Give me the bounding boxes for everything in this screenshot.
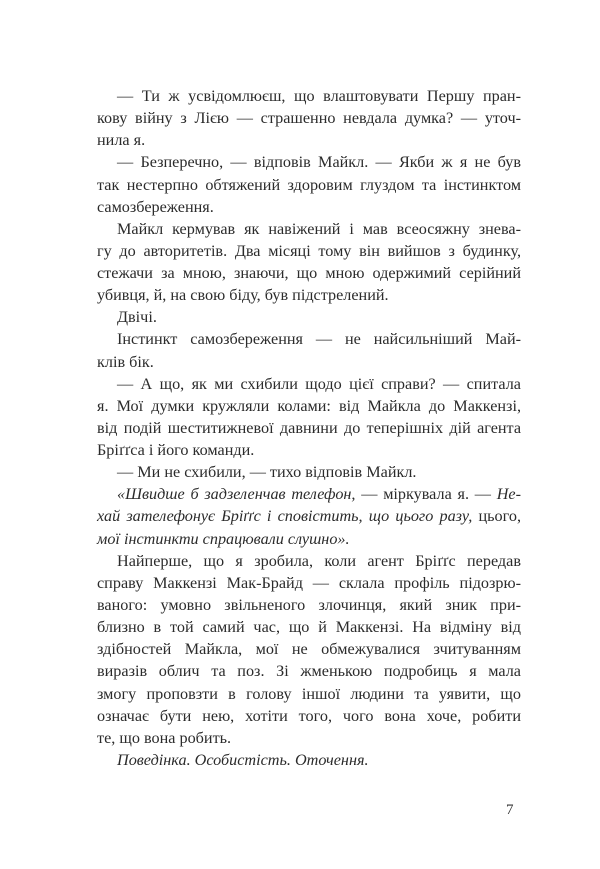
text-segment: змогу проповзти в голову іншої людини та уявити, що [97, 684, 521, 703]
text-segment: від подій шеститижневої давнини до теперішніх дій агента [97, 418, 521, 437]
text-segment: так нестерпно обтяжений здоровим глуздом та інстинктом [97, 175, 521, 194]
text-segment: Найперше, що я зробила, коли агент Бріґґс передав [117, 551, 521, 570]
italic-text: хай зателефонує Бріґґс і сповістить, що цього разу, [97, 507, 473, 526]
text-line [117, 484, 521, 504]
text-line [97, 175, 521, 195]
text-segment: Двічі. [117, 308, 157, 327]
text-segment: клів бік. [97, 352, 154, 371]
text-line [97, 263, 521, 283]
text-segment: Майкл кермував як навіжений і мав всеосяжну знева- [117, 219, 521, 238]
text-line [97, 706, 521, 726]
text-line [97, 130, 521, 150]
text-line [117, 219, 521, 239]
italic-text: Поведінка. Особистість. Оточення. [117, 750, 369, 769]
text-line [97, 108, 521, 128]
text-line [97, 573, 521, 593]
text-line [117, 307, 521, 327]
text-segment: близно в той самий час, що й Маккензі. На відміну від [97, 618, 521, 637]
text-line [97, 506, 521, 526]
text-line [97, 661, 521, 681]
text-line [97, 396, 521, 416]
text-line [97, 285, 521, 305]
text-line [117, 551, 521, 571]
text-line [97, 197, 521, 217]
text-line [117, 374, 521, 394]
text-line [97, 241, 521, 261]
text-line [97, 617, 521, 637]
text-segment: Інстинкт самозбереження — не найсильніший Май- [117, 330, 521, 349]
text-line [117, 750, 521, 770]
text-segment: Бріґґса і його команди. [97, 441, 255, 460]
text-line [117, 152, 521, 172]
text-segment: — А що, як ми схибили щодо цієї справи? — спитала [117, 374, 521, 393]
text-segment: — Ти ж усвідомлюєш, що влаштовувати Першу пран- [117, 87, 521, 105]
italic-text: Не- [496, 485, 521, 504]
text-segment: самозбереження. [97, 197, 214, 216]
text-segment: ваного: умовно звільненого злочинця, який зник при- [97, 595, 521, 614]
text-segment: — міркувала я. — [355, 485, 497, 504]
text-line [97, 529, 521, 549]
text-segment: — Ми не схибили, — тихо відповів Майкл. [117, 463, 417, 482]
text-line [97, 440, 521, 460]
text-segment: справу Маккензі Мак-Брайд — склала профіль підозрю- [97, 573, 521, 592]
text-segment: виразів облич та поз. Зі жменькою подробиць я мала [97, 662, 521, 681]
text-segment: означає бути нею, хотіти того, чого вона хоче, робити [97, 706, 521, 725]
text-segment: цього, [472, 507, 522, 526]
text-line [97, 595, 521, 615]
text-segment: убивця, й, на свою біду, був підстрелений. [97, 286, 389, 305]
page-number: 7 [506, 802, 514, 818]
text-line [117, 462, 521, 482]
text-segment: кову війну з Лією — страшенно невдала думка? — уточ- [97, 109, 521, 128]
text-line [97, 352, 521, 372]
text-segment: я. Мої думки кружляли колами: від Майкла до Маккензі, [97, 396, 521, 415]
text-line [117, 329, 521, 349]
text-segment: здібностей Майкла, мої не обмежувалися зчитуванням [97, 640, 521, 659]
italic-text: мої інстинкти спрацювали слушно». [97, 529, 350, 548]
text-segment: — Безперечно, — відповів Майкл. — Якби ж я не був [117, 153, 521, 172]
italic-text: «Швидше б задзеленчав телефон, [117, 485, 356, 504]
text-segment: стежачи за мною, знаючи, що мною одержимий серійний [97, 264, 521, 283]
text-segment: нила я. [97, 131, 146, 150]
text-line [97, 418, 521, 438]
text-line [97, 684, 521, 704]
text-segment: гу до авторитетів. Два місяці тому він вийшов з будинку, [97, 241, 521, 260]
text-line [97, 728, 521, 748]
text-line [97, 639, 521, 659]
text-segment: те, що вона робить. [97, 728, 232, 747]
text-line [117, 86, 521, 106]
